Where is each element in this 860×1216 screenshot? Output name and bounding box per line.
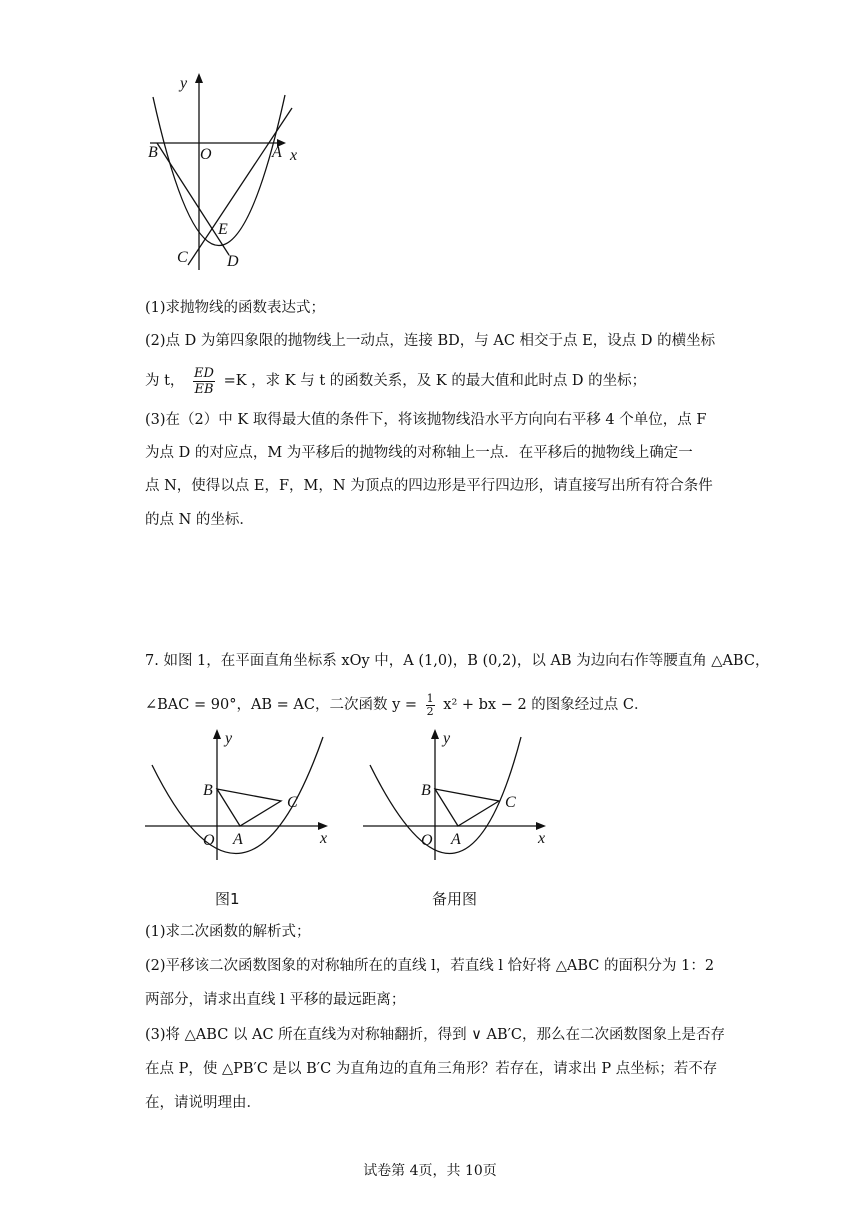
q6-part1: (1)求抛物线的函数表达式； <box>145 300 326 316</box>
q6-part3-line3: 点 N，使得以点 E，F，M，N 为顶点的四边形是平行四边形，请直接写出所有符合条件 <box>145 478 713 494</box>
caption-backup-figure: 备用图 <box>432 890 478 908</box>
q7-intro-line1: 7. 如图 1，在平面直角坐标系 xOy 中，A (1,0)，B (0,2)，以 AB 为边向右作等腰直角 △ABC， <box>145 653 770 669</box>
q6-part2-line2 <box>145 364 646 398</box>
q7-part2-line2: 两部分，请求出直线 l 平移的最远距离； <box>145 992 406 1008</box>
label-x: x <box>290 147 298 164</box>
q7-backup-label-O: O <box>421 832 433 849</box>
fraction-denominator: EB <box>194 381 214 397</box>
q7-backup-label-C: C <box>505 794 516 811</box>
q7-backup-label-B: B <box>421 782 431 799</box>
label-A: A <box>272 144 282 161</box>
q7-part1: (1)求二次函数的解析式； <box>145 924 311 940</box>
label-y: y <box>180 75 188 92</box>
q7-intro-line2 <box>145 688 649 722</box>
half-denominator: 2 <box>426 704 434 718</box>
q6-part2-prefix: 为 t， <box>145 373 185 389</box>
ratio-fraction <box>193 366 215 397</box>
q6-part3-line2: 为点 D 的对应点，M 为平移后的抛物线的对称轴上一点．在平移后的抛物线上确定一 <box>145 445 693 461</box>
q7-backup-label-y: y <box>443 730 451 747</box>
q6-part2-line1: (2)点 D 为第四象限的抛物线上一动点，连接 BD，与 AC 相交于点 E，设点 D 的横坐标 <box>145 333 716 349</box>
q7-fig1-label-A: A <box>233 831 243 848</box>
q7-part3-line1: (3)将 △ABC 以 AC 所在直线为对称轴翻折，得到 ∨ AB′C，那么在二次函数图象上是否存 <box>145 1027 726 1043</box>
label-C: C <box>177 249 188 266</box>
fraction-numerator: ED <box>194 365 214 381</box>
q7-fig1-label-O: O <box>203 832 215 849</box>
q7-fig1-label-x: x <box>320 830 328 847</box>
q7-intro-prefix: ∠BAC = 90°，AB = AC，二次函数 y = <box>145 697 418 713</box>
label-D: D <box>227 253 239 270</box>
label-O: O <box>200 146 212 163</box>
q7-part3-line3: 在，请说明理由． <box>145 1095 261 1111</box>
parabola-figure-q7-fig1 <box>140 725 340 865</box>
label-B: B <box>148 144 158 161</box>
q7-part2-line1: (2)平移该二次函数图象的对称轴所在的直线 l，若直线 l 恰好将 △ABC 的面积分为 1：2 <box>145 958 715 974</box>
q7-backup-label-A: A <box>451 831 461 848</box>
q7-fig1-label-C: C <box>287 794 298 811</box>
q7-intro-suffix: x² + bx − 2 的图象经过点 C． <box>443 697 649 713</box>
half-numerator: 1 <box>426 691 434 705</box>
half-fraction <box>426 693 435 718</box>
q6-part3-line4: 的点 N 的坐标． <box>145 512 254 528</box>
label-E: E <box>218 221 228 238</box>
q7-fig1-label-y: y <box>225 730 233 747</box>
page-footer: 试卷第 4页，共 10页 <box>363 1163 497 1179</box>
q7-part3-line2: 在点 P，使 △PB′C 是以 B′C 为直角边的直角三角形？若存在，请求出 P 点坐标；若不存 <box>145 1061 718 1077</box>
q7-fig1-label-B: B <box>203 782 213 799</box>
q6-part2-suffix: =K ，求 K 与 t 的函数关系，及 K 的最大值和此时点 D 的坐标； <box>223 373 647 389</box>
caption-figure1: 图1 <box>215 890 240 908</box>
parabola-figure-q7-backup <box>358 725 558 865</box>
q6-part3-line1: (3)在（2）中 K 取得最大值的条件下，将该抛物线沿水平方向向右平移 4 个单位，点 F <box>145 412 707 428</box>
parabola-figure-q6 <box>140 70 310 275</box>
q7-backup-label-x: x <box>538 830 546 847</box>
